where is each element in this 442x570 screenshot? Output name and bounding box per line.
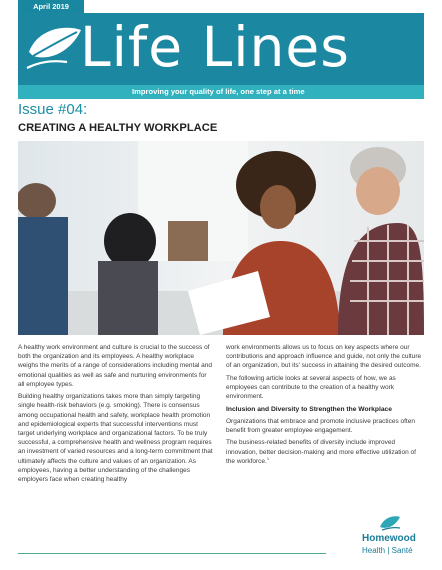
article-paragraph: The business-related benefits of diversity include improved innovation, better decision-making and more effective utilization of the workforce.$^1$ <box>226 439 416 465</box>
article-paragraph: Organizations that embrace and promote inclusive practices often benefit from greater employee engagement. <box>226 417 415 434</box>
footer-divider <box>18 553 326 554</box>
section-subheading: Inclusion and Diversity to Strengthen the Workplace <box>226 405 392 413</box>
homewood-logo-subtitle: Health | Santé <box>362 546 413 555</box>
leaf-icon <box>23 18 85 80</box>
newsletter-title: Life Lines <box>80 15 350 79</box>
issue-number: Issue #04: <box>18 101 88 118</box>
article-paragraph: The following article looks at several aspects of how, we as employees can contribute to the creation of a healthy work environment. <box>226 374 396 401</box>
article-paragraph: work environments allows us to focus on key aspects where our contributions and approach influence and guide, not only the culture of an organization, but its' success in attaining the desired outcome. <box>226 344 422 370</box>
masthead-banner <box>18 13 424 85</box>
homewood-logo-name: Homewood <box>362 533 416 544</box>
footnote-mark: 1 <box>266 455 270 461</box>
article-paragraph: Building healthy organizations takes more than simply targeting single health-risk behaviors (e.g. smoking). There is consensus among occupational health and safety, workplace health promotion and epidemiological experts that successful interventions must target underlying workplace and organizational factors. To be truly successful, a comprehensive health and wellness program requires an investment of varied resources and a long-term commitment that ultimately affects the culture and values of an organization. As employees, having a better understanding of the challenges employers face when creating healthy <box>18 393 213 484</box>
tagline: Improving your quality of life, one step at a time <box>132 87 305 96</box>
homewood-leaf-icon <box>378 515 402 532</box>
issue-date-tab: April 2019 <box>18 0 84 13</box>
article-column-left <box>18 343 214 487</box>
office-team-photo <box>18 141 424 335</box>
tagline-bar <box>18 85 424 99</box>
article-headline: CREATING A HEALTHY WORKPLACE <box>18 122 218 134</box>
article-paragraph: A healthy work environment and culture is crucial to the success of both the organization and its employees. A healthy workplace weighs the merits of a range of considerations including mental and emotional qualities as well as safe and nurturing environments for all employee types. <box>18 344 213 388</box>
article-column-right <box>226 343 424 469</box>
